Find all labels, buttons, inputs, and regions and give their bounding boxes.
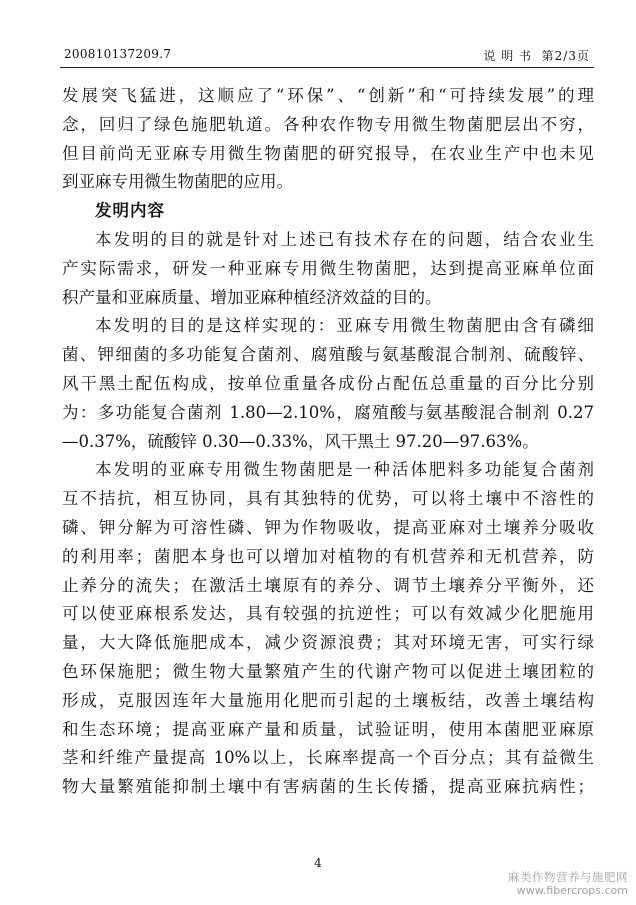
header-right [483, 47, 590, 64]
watermark-url: www.fibercrops.com [516, 884, 628, 897]
header-rule [60, 67, 594, 68]
body-text [62, 82, 594, 802]
document-number: 200810137209.7 [64, 47, 172, 61]
text-line: 发展突飞猛进，这顺应了“环保”、“创新”和“可持续发展”的理 [62, 86, 594, 105]
watermark-site-name: 麻类作物营养与施肥网 [508, 870, 628, 884]
text-line: 量，大大降低施肥成本，减少资源浪费；其对环境无害，可实行绿 [62, 633, 594, 653]
text-line: 形成，克服因连年大量施用化肥而引起的土壤板结，改善土壤结构 [62, 690, 594, 710]
page-number: 4 [314, 856, 322, 870]
text-line: 物大量繁殖能抑制土壤中有害病菌的生长传播，提高亚麻抗病性； [62, 777, 594, 797]
text-line: 互不拮抗，相互协同，具有其独特的优势，可以将土壤中不溶性的 [62, 489, 594, 509]
text-line: 色环保施肥；微生物大量繁殖产生的代谢产物可以促进土壤团粒的 [62, 661, 594, 681]
text-line: 为：多功能复合菌剂 1.80—2.10%，腐殖酸与氨基酸混合制剂 0.27 [62, 402, 594, 422]
text-line: 本发明的目的就是针对上述已有技术存在的问题，结合农业生 [95, 229, 594, 249]
watermark [508, 870, 628, 898]
text-line: 到亚麻专用微生物菌肥的应用。 [62, 172, 293, 192]
text-line: 本发明的目的是这样实现的：亚麻专用微生物菌肥由含有磷细 [95, 316, 594, 336]
text-line: 本发明的亚麻专用微生物菌肥是一种活体肥料多功能复合菌剂 [95, 460, 594, 480]
text-line: 的利用率；菌肥本身也可以增加对植物的有机营养和无机营养，防 [62, 546, 594, 566]
text-line: 念，回归了绿色施肥轨道。各种农作物专用微生物菌肥层出不穷， [62, 114, 594, 134]
text-line: 菌、钾细菌的多功能复合菌剂、腐殖酸与氨基酸混合制剂、硫酸锌、 [62, 345, 594, 365]
text-line: 磷、钾分解为可溶性磷、钾为作物吸收，提高亚麻对土壤养分吸收 [62, 517, 594, 537]
text-line: 产实际需求，研发一种亚麻专用微生物菌肥，达到提高亚麻单位面 [62, 258, 594, 278]
text-line: 积产量和亚麻质量、增加亚麻种植经济效益的目的。 [62, 287, 442, 307]
text-line: 可以使亚麻根系发达，具有较强的抗逆性；可以有效减少化肥施用 [62, 604, 594, 624]
document-type: 说 明 书 [483, 49, 533, 63]
section-heading: 发明内容 [95, 201, 165, 221]
text-line: 但目前尚无亚麻专用微生物菌肥的研究报导，在农业生产中也未见 [62, 143, 594, 163]
text-line: 止养分的流失；在激活土壤原有的养分、调节土壤养分平衡外，还 [62, 575, 594, 595]
text-line: —0.37%，硫酸锌 0.30—0.33%，风干黑土 97.20—97.63%。 [62, 431, 539, 451]
text-line: 茎和纤维产量提高 10%以上，长麻率提高一个百分点；其有益微生 [62, 748, 594, 768]
text-line: 和生态环境；提高亚麻产量和质量，试验证明，使用本菌肥亚麻原 [62, 719, 594, 739]
page-indicator: 第2/3页 [541, 49, 590, 63]
text-line: 风干黑土配伍构成，按单位重量各成份占配伍总重量的百分比分别 [62, 373, 594, 393]
